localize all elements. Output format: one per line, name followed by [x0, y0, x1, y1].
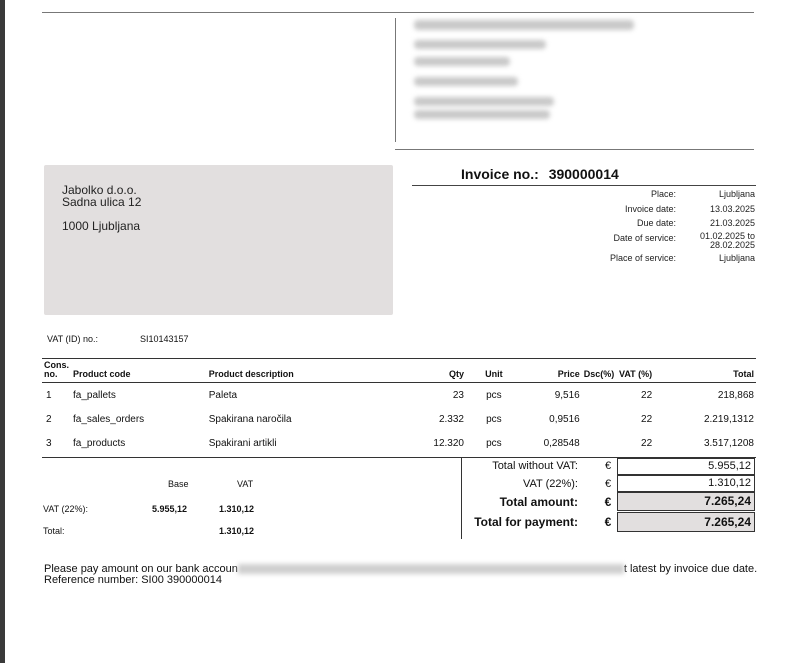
top-rule — [42, 12, 754, 13]
vat-id-label: VAT (ID) no.: — [47, 334, 99, 344]
cell-dsc — [582, 407, 617, 431]
currency-symbol: € — [604, 478, 612, 490]
col-header-cons: Cons. no. — [42, 359, 71, 383]
cell-code: fa_products — [73, 437, 126, 449]
currency-symbol: € — [604, 515, 612, 529]
cell-desc: Paleta — [208, 389, 238, 401]
reference-number: Reference number: SI00 390000014 — [44, 574, 222, 586]
payment-instruction-prefix: Please pay amount on our bank accoun — [44, 563, 238, 575]
cell-no: 2 — [46, 413, 52, 425]
total-for-payment-value: 7.265,24 — [617, 512, 755, 532]
currency-symbol: € — [604, 495, 612, 509]
col-header-code: Product code — [71, 359, 207, 383]
table-header-row — [42, 359, 756, 383]
cell-code: fa_sales_orders — [73, 413, 145, 425]
cell-dsc — [582, 431, 617, 455]
cell-price: 0,9516 — [549, 413, 580, 425]
vat-total-value: 1.310,12 — [617, 475, 755, 492]
cell-total: 218,868 — [717, 389, 754, 401]
table-row — [42, 431, 756, 455]
total-without-vat-value: 5.955,12 — [617, 458, 755, 475]
meta-label-service-date: Date of service: — [613, 233, 676, 243]
meta-value-due-date: 21.03.2025 — [709, 218, 755, 228]
vat-summary-vat-header: VAT — [237, 479, 254, 489]
vat-summary-total-label: Total: — [43, 526, 65, 536]
recipient-address-box — [44, 165, 393, 315]
cell-unit: pcs — [486, 437, 502, 449]
invoice-title — [461, 166, 619, 182]
invoice-number: 390000014 — [548, 166, 619, 182]
meta-value-place: Ljubljana — [718, 189, 755, 199]
total-amount-label: Total amount: — [499, 495, 578, 509]
recipient-name: Jabolko d.o.o. — [62, 183, 137, 197]
col-header-price: Price — [522, 359, 582, 383]
cell-desc: Spakirana naročila — [208, 413, 292, 425]
meta-label-due-date: Due date: — [636, 218, 676, 228]
vat-summary-row-base: 5.955,12 — [152, 504, 188, 514]
meta-value-service-date: 01.02.2025 to 28.02.2025 — [699, 231, 755, 250]
cell-vat: 22 — [641, 437, 653, 449]
cell-total: 3.517,1208 — [703, 437, 754, 449]
col-header-vat: VAT (%) — [616, 359, 654, 383]
meta-label-place: Place: — [650, 189, 676, 199]
currency-symbol: € — [604, 460, 612, 472]
cell-code: fa_pallets — [73, 389, 116, 401]
meta-label-service-place: Place of service: — [609, 253, 676, 263]
vat-summary-row-label: VAT (22%): — [43, 504, 89, 514]
bank-account-redacted — [238, 564, 624, 574]
meta-value-invoice-date: 13.03.2025 — [709, 204, 755, 214]
payment-instruction-suffix: t latest by invoice due date. — [623, 563, 758, 575]
cell-qty: 12.320 — [433, 437, 464, 449]
cell-vat: 22 — [641, 413, 653, 425]
vat-summary-total-vat: 1.310,12 — [219, 526, 255, 536]
vat-summary-row-vat: 1.310,12 — [219, 504, 255, 514]
recipient-street: Sadna ulica 12 — [62, 195, 142, 209]
cell-desc: Spakirani artikli — [208, 437, 277, 449]
cell-unit: pcs — [486, 413, 502, 425]
vat-summary-base-header: Base — [168, 479, 189, 489]
header-divider — [395, 18, 396, 142]
items-table — [42, 358, 756, 455]
vat-id-value: SI10143157 — [140, 334, 189, 344]
col-header-unit: Unit — [466, 359, 522, 383]
cell-no: 3 — [46, 437, 52, 449]
col-header-qty: Qty — [408, 359, 466, 383]
cell-qty: 23 — [452, 389, 464, 401]
recipient-city: 1000 Ljubljana — [62, 219, 141, 233]
table-row — [42, 383, 756, 408]
col-header-dsc: Dsc(%) — [582, 359, 617, 383]
cell-price: 9,516 — [554, 389, 580, 401]
header-bottom-rule — [395, 149, 754, 150]
cell-total: 2.219,1312 — [703, 413, 754, 425]
vat-total-label: VAT (22%): — [522, 478, 578, 490]
col-header-desc: Product description — [207, 359, 408, 383]
invoice-label: Invoice no.: — [461, 166, 539, 182]
invoice-title-rule — [412, 185, 756, 186]
meta-label-invoice-date: Invoice date: — [624, 204, 676, 214]
cell-vat: 22 — [641, 389, 653, 401]
cell-no: 1 — [46, 389, 52, 401]
cell-qty: 2.332 — [438, 413, 464, 425]
cell-price: 0,28548 — [543, 437, 580, 449]
viewer-edge — [0, 0, 5, 663]
cell-unit: pcs — [486, 389, 502, 401]
cell-dsc — [582, 383, 617, 408]
total-amount-value: 7.265,24 — [617, 492, 755, 511]
total-without-vat-label: Total without VAT: — [492, 460, 578, 472]
col-header-total: Total — [654, 359, 756, 383]
total-for-payment-label: Total for payment: — [474, 515, 578, 529]
meta-value-service-place: Ljubljana — [718, 253, 755, 263]
table-row — [42, 407, 756, 431]
